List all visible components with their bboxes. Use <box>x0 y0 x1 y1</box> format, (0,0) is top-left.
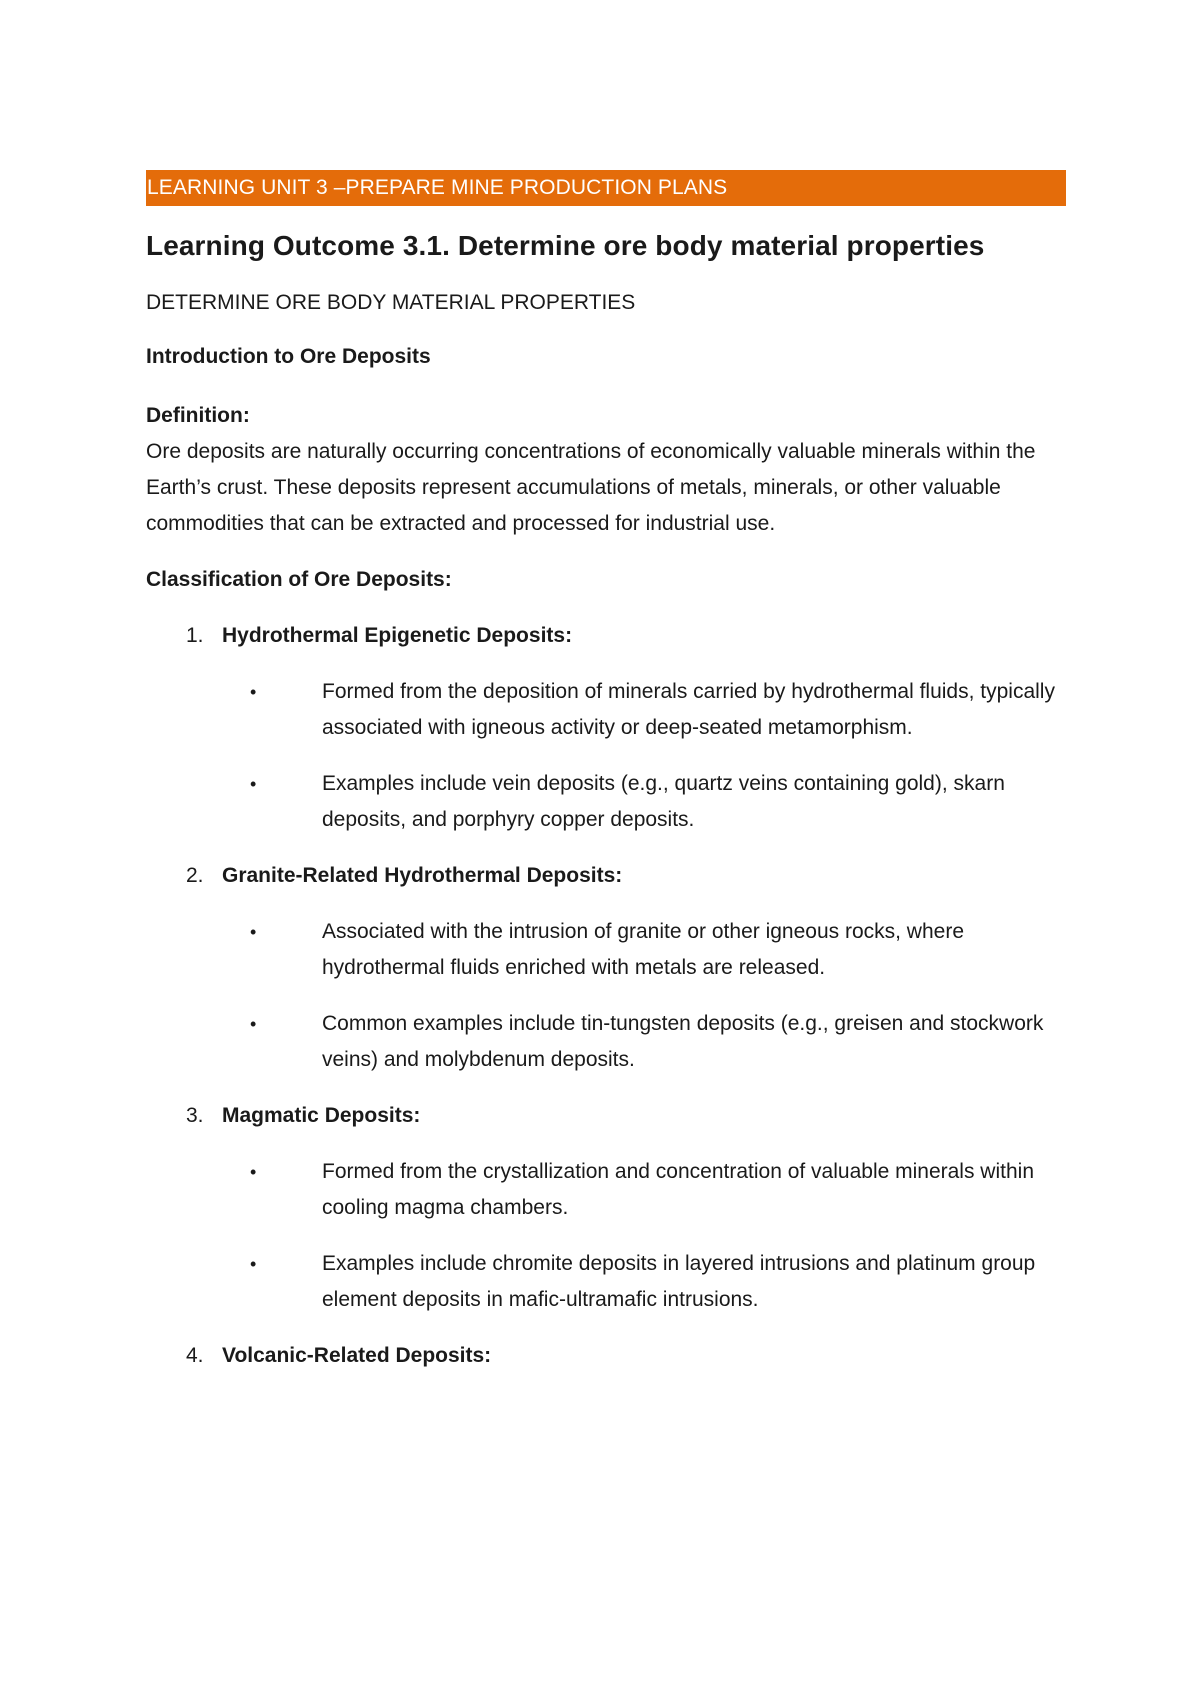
definition-text: Ore deposits are naturally occurring concentrations of economically valuable minerals within the Earth’s crust. These deposits represent accumulations of metals, minerals, or other valuable commodities that can be extracted and processed for industrial use. <box>146 440 1036 535</box>
list-item <box>146 914 1066 986</box>
document-page <box>146 170 1066 1374</box>
bullet-list <box>146 674 1066 838</box>
item-number: 1. <box>186 624 204 647</box>
list-item <box>146 766 1066 838</box>
classification-heading: Classification of Ore Deposits: <box>146 568 452 591</box>
definition-label: Definition: <box>146 404 250 427</box>
intro-heading: Introduction to Ore Deposits <box>146 345 431 368</box>
item-number: 3. <box>186 1104 204 1127</box>
bullet-text: Formed from the crystallization and concentration of valuable minerals within cooling magma chambers. <box>322 1160 1035 1219</box>
list-item <box>146 674 1066 746</box>
bullet-text: Examples include vein deposits (e.g., quartz veins containing gold), skarn deposits, and porphyry copper deposits. <box>322 772 1005 831</box>
list-item <box>146 1006 1066 1078</box>
bullet-text: Examples include chromite deposits in layered intrusions and platinum group element deposits in mafic-ultramafic intrusions. <box>322 1252 1036 1311</box>
section-heading: DETERMINE ORE BODY MATERIAL PROPERTIES <box>146 291 636 314</box>
list-item <box>146 1154 1066 1226</box>
learning-outcome-title: Learning Outcome 3.1. Determine ore body material properties <box>146 230 985 261</box>
bullet-icon: • <box>250 774 257 794</box>
classification-item <box>146 1338 1066 1374</box>
bullet-text: Associated with the intrusion of granite or other igneous rocks, where hydrothermal fluids enriched with metals are released. <box>322 920 965 979</box>
bullet-list <box>146 1154 1066 1318</box>
classification-item <box>146 1098 1066 1318</box>
item-title: Magmatic Deposits: <box>222 1104 421 1127</box>
bullet-icon: • <box>250 922 257 942</box>
bullet-list <box>146 914 1066 1078</box>
classification-item <box>146 858 1066 1078</box>
classification-item <box>146 618 1066 838</box>
learning-unit-banner: LEARNING UNIT 3 –PREPARE MINE PRODUCTION PLANS <box>146 170 1066 206</box>
classification-list <box>146 618 1066 1374</box>
item-number: 4. <box>186 1344 204 1367</box>
item-title: Hydrothermal Epigenetic Deposits: <box>222 624 573 647</box>
bullet-text: Formed from the deposition of minerals carried by hydrothermal fluids, typically associated with igneous activity or deep-seated metamorphism. <box>322 680 1055 739</box>
item-number: 2. <box>186 864 204 887</box>
item-title: Volcanic-Related Deposits: <box>222 1344 492 1367</box>
item-title: Granite-Related Hydrothermal Deposits: <box>222 864 623 887</box>
bullet-icon: • <box>250 682 257 702</box>
bullet-icon: • <box>250 1014 257 1034</box>
bullet-text: Common examples include tin-tungsten deposits (e.g., greisen and stockwork veins) and molybdenum deposits. <box>322 1012 1044 1071</box>
bullet-icon: • <box>250 1254 257 1274</box>
bullet-icon: • <box>250 1162 257 1182</box>
list-item <box>146 1246 1066 1318</box>
